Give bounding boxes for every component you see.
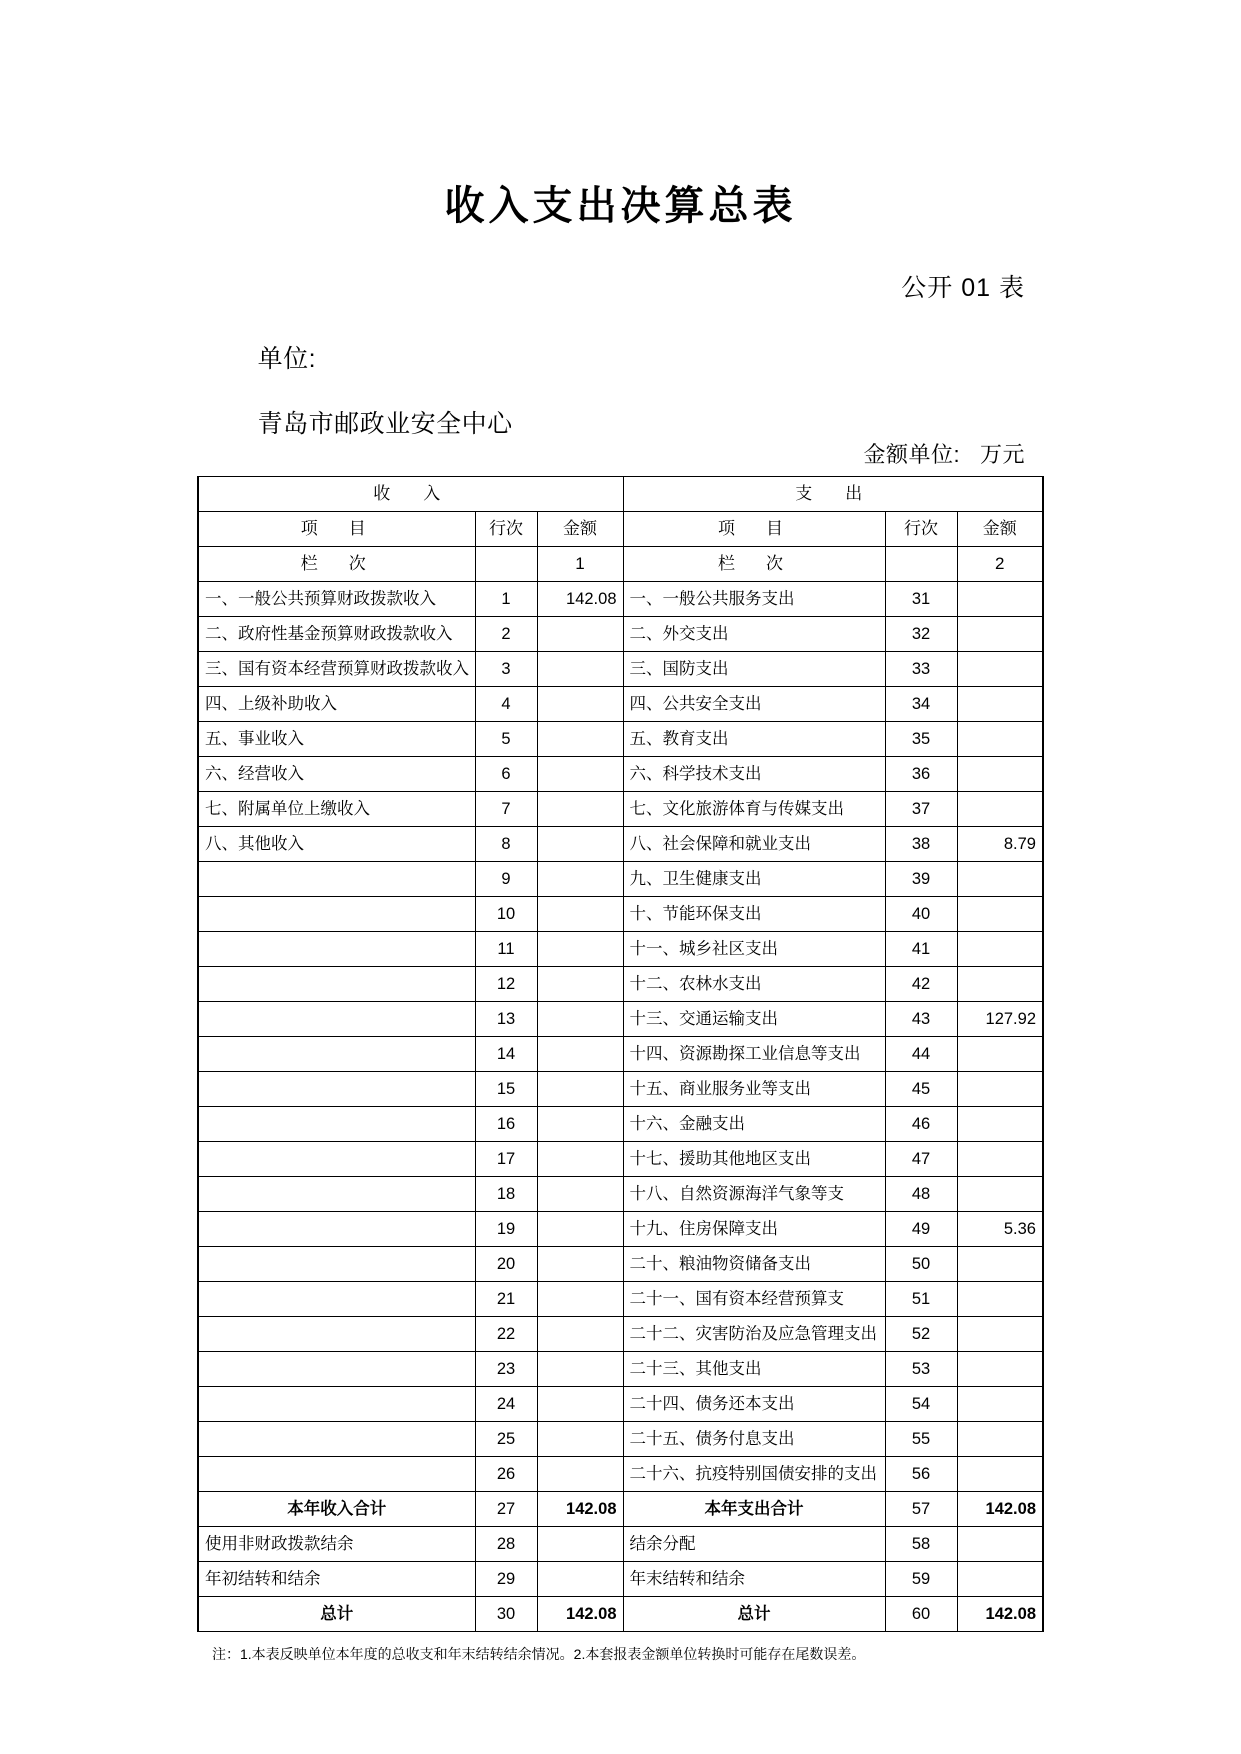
exp-amount-cell [957,722,1043,757]
summary-exp-item-cell: 本年支出合计 [623,1492,885,1527]
summary-income-rowno-cell: 30 [475,1597,537,1632]
exp-rowno-cell: 43 [885,1002,957,1037]
summary-exp-item-cell: 年末结转和结余 [623,1562,885,1597]
summary-income-item-cell: 总计 [198,1597,475,1632]
exp-amount-cell: 8.79 [957,827,1043,862]
exp-amount-cell [957,1457,1043,1492]
table-row [198,862,1043,897]
column-index-income: 1 [537,547,623,582]
exp-amount-cell [957,1317,1043,1352]
exp-amount-cell [957,1352,1043,1387]
income-amount-cell [537,757,623,792]
income-item-cell: 一、一般公共预算财政拨款收入 [198,582,475,617]
table-row [198,687,1043,722]
income-item-cell [198,1352,475,1387]
income-rowno-cell: 15 [475,1072,537,1107]
exp-rowno-cell: 49 [885,1212,957,1247]
income-rowno-cell: 13 [475,1002,537,1037]
amount-unit-label: 金额单位: [863,442,961,467]
exp-amount-cell [957,1177,1043,1212]
table-summary-row [198,1527,1043,1562]
summary-exp-rowno-cell: 60 [885,1597,957,1632]
income-rowno-cell: 14 [475,1037,537,1072]
exp-item-cell: 四、公共安全支出 [623,687,885,722]
income-rowno-cell: 5 [475,722,537,757]
summary-income-amount-cell: 142.08 [537,1597,623,1632]
income-item-cell [198,1457,475,1492]
column-header-income-amount: 金额 [537,512,623,547]
column-index-blank-2 [885,547,957,582]
form-number: 公开 01 表 [901,274,1025,302]
table-row [198,1387,1043,1422]
exp-amount-cell: 127.92 [957,1002,1043,1037]
exp-item-cell: 二十四、债务还本支出 [623,1387,885,1422]
table-row [198,1002,1043,1037]
exp-item-cell: 十一、城乡社区支出 [623,932,885,967]
summary-income-rowno-cell: 27 [475,1492,537,1527]
exp-item-cell: 十六、金融支出 [623,1107,885,1142]
exp-amount-cell [957,687,1043,722]
exp-item-cell: 十七、援助其他地区支出 [623,1142,885,1177]
summary-income-amount-cell [537,1527,623,1562]
table-row [198,1422,1043,1457]
income-amount-cell [537,897,623,932]
income-rowno-cell: 23 [475,1352,537,1387]
exp-item-cell: 二十三、其他支出 [623,1352,885,1387]
exp-item-cell: 十、节能环保支出 [623,897,885,932]
income-rowno-cell: 16 [475,1107,537,1142]
page-title: 收入支出决算总表 [444,184,797,228]
exp-rowno-cell: 44 [885,1037,957,1072]
income-amount-cell [537,792,623,827]
exp-item-cell: 二、外交支出 [623,617,885,652]
exp-item-cell: 九、卫生健康支出 [623,862,885,897]
income-amount-cell: 142.08 [537,582,623,617]
table-row [198,722,1043,757]
income-item-cell [198,1142,475,1177]
table-row [198,827,1043,862]
summary-exp-item-cell: 结余分配 [623,1527,885,1562]
income-rowno-cell: 2 [475,617,537,652]
table-row [198,1072,1043,1107]
table-row [198,897,1043,932]
income-item-cell: 六、经营收入 [198,757,475,792]
table-row [198,932,1043,967]
summary-income-amount-cell: 142.08 [537,1492,623,1527]
exp-rowno-cell: 36 [885,757,957,792]
summary-income-rowno-cell: 28 [475,1527,537,1562]
summary-income-amount-cell [537,1562,623,1597]
income-rowno-cell: 3 [475,652,537,687]
income-item-cell [198,1002,475,1037]
income-item-cell [198,1247,475,1282]
summary-exp-item-cell: 总计 [623,1597,885,1632]
income-item-cell [198,1317,475,1352]
table-row [198,1212,1043,1247]
exp-rowno-cell: 48 [885,1177,957,1212]
exp-item-cell: 八、社会保障和就业支出 [623,827,885,862]
income-rowno-cell: 18 [475,1177,537,1212]
exp-amount-cell [957,1422,1043,1457]
income-amount-cell [537,1422,623,1457]
unit-value: 青岛市邮政业安全中心 [257,410,513,438]
exp-amount-cell [957,1072,1043,1107]
exp-rowno-cell: 32 [885,617,957,652]
table-group-header-row [198,477,1043,512]
income-rowno-cell: 22 [475,1317,537,1352]
income-rowno-cell: 12 [475,967,537,1002]
income-item-cell [198,897,475,932]
exp-rowno-cell: 47 [885,1142,957,1177]
income-rowno-cell: 25 [475,1422,537,1457]
income-rowno-cell: 19 [475,1212,537,1247]
income-item-cell: 五、事业收入 [198,722,475,757]
summary-income-item-cell: 使用非财政拨款结余 [198,1527,475,1562]
exp-amount-cell [957,967,1043,1002]
meta-row-form-number [198,268,1043,304]
exp-rowno-cell: 52 [885,1317,957,1352]
column-index-label-exp: 栏 次 [623,547,885,582]
income-amount-cell [537,862,623,897]
income-rowno-cell: 26 [475,1457,537,1492]
summary-income-rowno-cell: 29 [475,1562,537,1597]
income-amount-cell [537,652,623,687]
exp-rowno-cell: 38 [885,827,957,862]
exp-amount-cell [957,1282,1043,1317]
table-row [198,792,1043,827]
income-item-cell: 三、国有资本经营预算财政拨款收入 [198,652,475,687]
table-summary-row [198,1562,1043,1597]
column-header-exp-amount: 金额 [957,512,1043,547]
unit-block [198,310,513,469]
column-index-blank-1 [475,547,537,582]
exp-amount-cell [957,792,1043,827]
exp-item-cell: 十三、交通运输支出 [623,1002,885,1037]
income-rowno-cell: 4 [475,687,537,722]
group-header-expenditure: 支 出 [623,477,1043,512]
income-amount-cell [537,1212,623,1247]
amount-unit-block [863,438,1043,469]
exp-rowno-cell: 46 [885,1107,957,1142]
exp-item-cell: 十八、自然资源海洋气象等支 [623,1177,885,1212]
exp-amount-cell [957,1387,1043,1422]
table-column-index-row [198,547,1043,582]
summary-exp-rowno-cell: 57 [885,1492,957,1527]
table-row [198,1177,1043,1212]
income-amount-cell [537,722,623,757]
exp-amount-cell [957,757,1043,792]
income-amount-cell [537,617,623,652]
exp-item-cell: 七、文化旅游体育与传媒支出 [623,792,885,827]
income-amount-cell [537,1002,623,1037]
income-amount-cell [537,827,623,862]
income-rowno-cell: 10 [475,897,537,932]
summary-income-item-cell: 年初结转和结余 [198,1562,475,1597]
amount-unit-value: 万元 [979,442,1025,467]
exp-rowno-cell: 41 [885,932,957,967]
exp-amount-cell [957,1037,1043,1072]
exp-amount-cell [957,1142,1043,1177]
summary-exp-amount-cell [957,1527,1043,1562]
meta-row-unit [198,310,1043,469]
exp-item-cell: 十二、农林水支出 [623,967,885,1002]
exp-rowno-cell: 37 [885,792,957,827]
exp-item-cell: 二十、粮油物资储备支出 [623,1247,885,1282]
income-amount-cell [537,1072,623,1107]
income-amount-cell [537,687,623,722]
column-index-label-income: 栏 次 [198,547,475,582]
income-amount-cell [537,1282,623,1317]
exp-rowno-cell: 56 [885,1457,957,1492]
table-row [198,1142,1043,1177]
budget-table [197,476,1044,1632]
income-amount-cell [537,1247,623,1282]
income-amount-cell [537,1177,623,1212]
exp-item-cell: 三、国防支出 [623,652,885,687]
summary-exp-amount-cell: 142.08 [957,1492,1043,1527]
document-meta [198,230,1043,469]
column-index-exp: 2 [957,547,1043,582]
summary-exp-rowno-cell: 59 [885,1562,957,1597]
table-summary-row [198,1492,1043,1527]
exp-amount-cell [957,897,1043,932]
exp-amount-cell [957,652,1043,687]
income-amount-cell [537,1317,623,1352]
table-row [198,1352,1043,1387]
summary-exp-rowno-cell: 58 [885,1527,957,1562]
exp-amount-cell [957,1107,1043,1142]
exp-item-cell: 六、科学技术支出 [623,757,885,792]
exp-rowno-cell: 45 [885,1072,957,1107]
exp-item-cell: 五、教育支出 [623,722,885,757]
income-item-cell: 八、其他收入 [198,827,475,862]
income-amount-cell [537,932,623,967]
income-amount-cell [537,1457,623,1492]
exp-rowno-cell: 31 [885,582,957,617]
income-rowno-cell: 20 [475,1247,537,1282]
exp-item-cell: 一、一般公共服务支出 [623,582,885,617]
exp-amount-cell [957,617,1043,652]
column-header-income-rowno: 行次 [475,512,537,547]
summary-income-item-cell: 本年收入合计 [198,1492,475,1527]
group-header-income: 收 入 [198,477,623,512]
exp-rowno-cell: 54 [885,1387,957,1422]
exp-rowno-cell: 50 [885,1247,957,1282]
table-row [198,1282,1043,1317]
income-item-cell [198,1037,475,1072]
unit-label: 单位: [257,345,317,373]
column-header-exp-rowno: 行次 [885,512,957,547]
income-item-cell [198,1212,475,1247]
exp-amount-cell [957,862,1043,897]
exp-item-cell: 二十六、抗疫特别国债安排的支出 [623,1457,885,1492]
exp-rowno-cell: 42 [885,967,957,1002]
income-item-cell [198,1072,475,1107]
income-item-cell [198,967,475,1002]
income-rowno-cell: 6 [475,757,537,792]
exp-item-cell: 十四、资源勘探工业信息等支出 [623,1037,885,1072]
exp-rowno-cell: 40 [885,897,957,932]
income-rowno-cell: 24 [475,1387,537,1422]
exp-amount-cell [957,932,1043,967]
income-rowno-cell: 11 [475,932,537,967]
income-rowno-cell: 7 [475,792,537,827]
income-rowno-cell: 8 [475,827,537,862]
exp-item-cell: 二十二、灾害防治及应急管理支出 [623,1317,885,1352]
exp-amount-cell: 5.36 [957,1212,1043,1247]
exp-rowno-cell: 51 [885,1282,957,1317]
income-item-cell [198,1282,475,1317]
table-summary-row [198,1597,1043,1632]
income-amount-cell [537,1107,623,1142]
income-amount-cell [537,1142,623,1177]
table-row [198,757,1043,792]
table-row [198,967,1043,1002]
income-item-cell [198,862,475,897]
exp-amount-cell [957,1247,1043,1282]
exp-rowno-cell: 55 [885,1422,957,1457]
summary-exp-amount-cell [957,1562,1043,1597]
income-item-cell [198,1387,475,1422]
table-row [198,652,1043,687]
income-item-cell [198,1177,475,1212]
exp-rowno-cell: 53 [885,1352,957,1387]
income-item-cell: 四、上级补助收入 [198,687,475,722]
income-rowno-cell: 21 [475,1282,537,1317]
income-item-cell: 二、政府性基金预算财政拨款收入 [198,617,475,652]
table-row [198,1107,1043,1142]
exp-item-cell: 二十五、债务付息支出 [623,1422,885,1457]
income-rowno-cell: 9 [475,862,537,897]
exp-item-cell: 十五、商业服务业等支出 [623,1072,885,1107]
exp-rowno-cell: 35 [885,722,957,757]
income-amount-cell [537,1352,623,1387]
column-header-exp-item: 项 目 [623,512,885,547]
income-item-cell: 七、附属单位上缴收入 [198,792,475,827]
income-item-cell [198,932,475,967]
table-column-header-row [198,512,1043,547]
summary-exp-amount-cell: 142.08 [957,1597,1043,1632]
table-row [198,617,1043,652]
income-amount-cell [537,1037,623,1072]
table-row [198,1247,1043,1282]
table-row [198,582,1043,617]
exp-rowno-cell: 34 [885,687,957,722]
table-row [198,1457,1043,1492]
income-amount-cell [537,967,623,1002]
exp-amount-cell [957,582,1043,617]
income-item-cell [198,1422,475,1457]
column-header-income-item: 项 目 [198,512,475,547]
table-row [198,1037,1043,1072]
income-rowno-cell: 1 [475,582,537,617]
income-rowno-cell: 17 [475,1142,537,1177]
exp-item-cell: 二十一、国有资本经营预算支 [623,1282,885,1317]
income-item-cell [198,1107,475,1142]
exp-rowno-cell: 33 [885,652,957,687]
table-row [198,1317,1043,1352]
exp-item-cell: 十九、住房保障支出 [623,1212,885,1247]
income-amount-cell [537,1387,623,1422]
exp-rowno-cell: 39 [885,862,957,897]
table-footnote: 注：1.本表反映单位本年度的总收支和年末结转结余情况。2.本套报表金额单位转换时可能存在尾数误差。 [212,1646,866,1662]
